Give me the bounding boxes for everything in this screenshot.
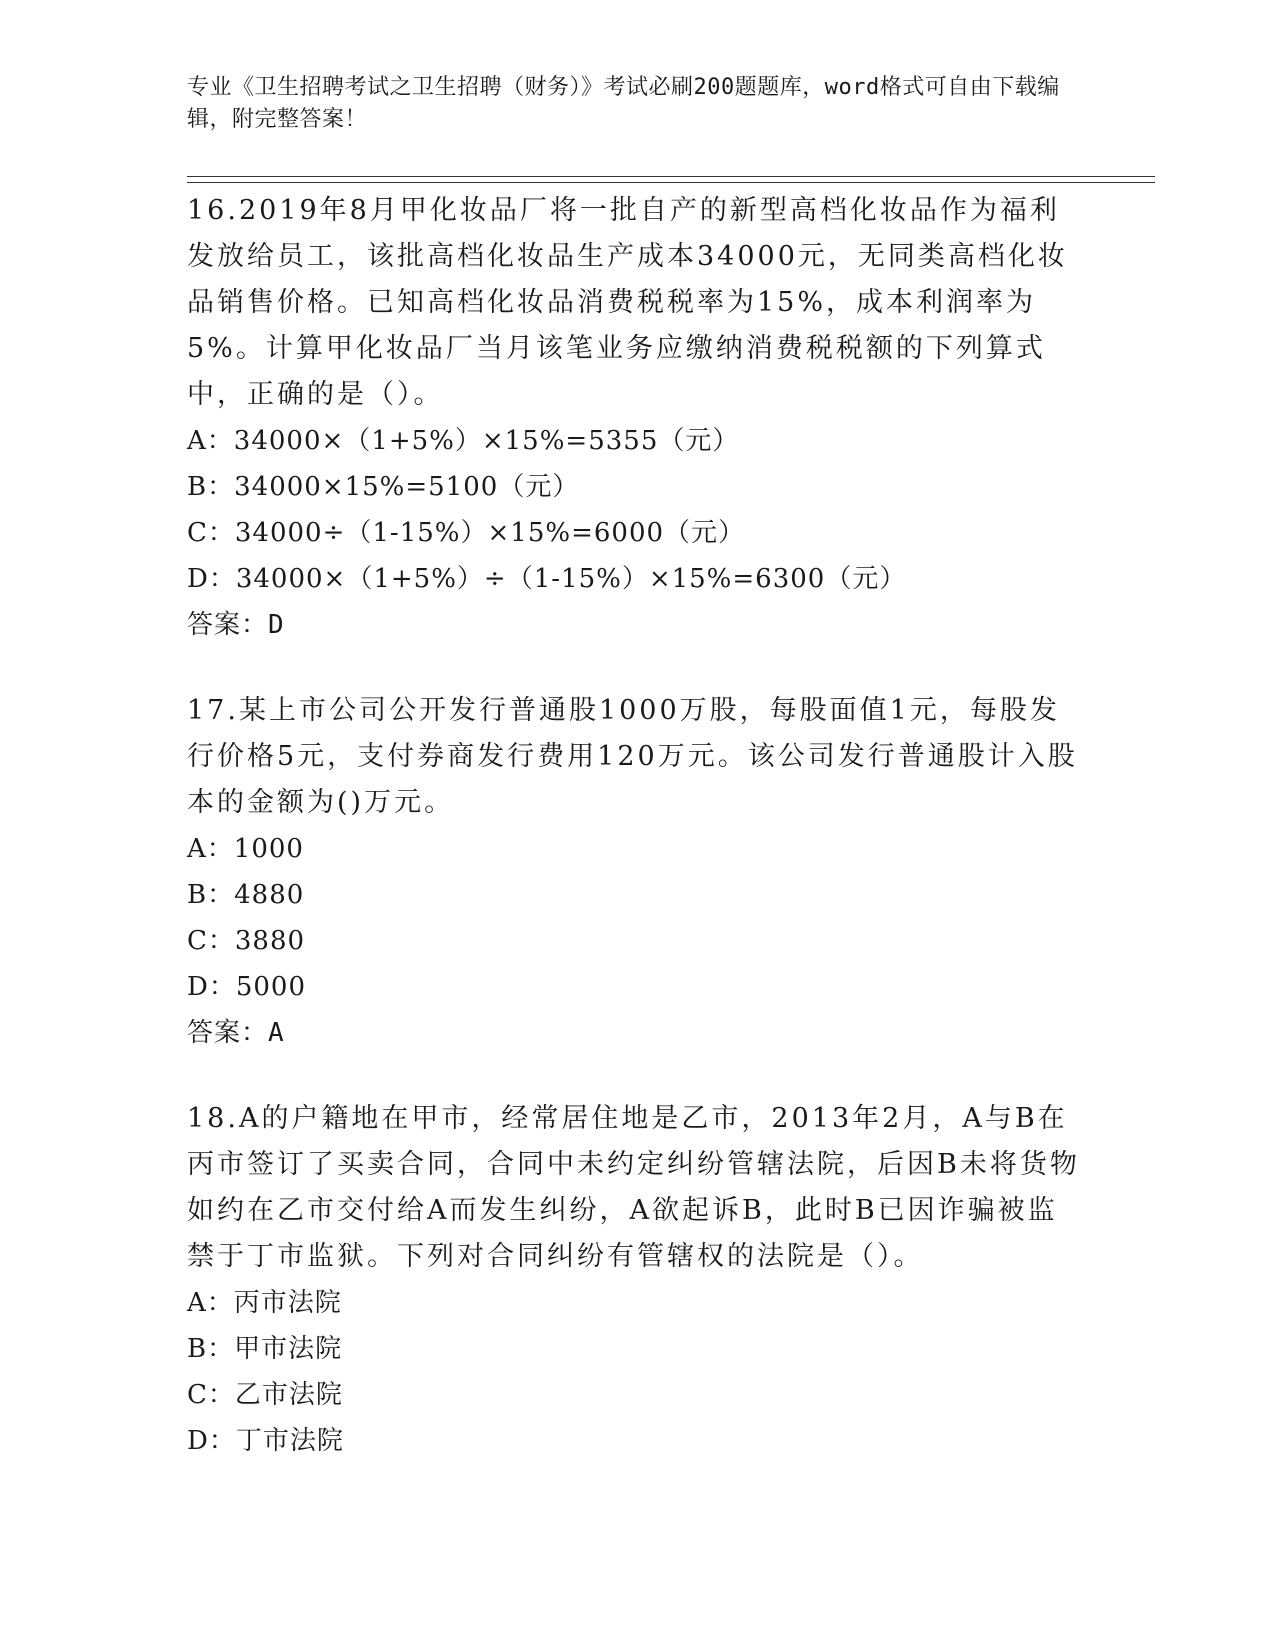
option-c: C：乙市法院 [187, 1380, 343, 1410]
option-b: B：甲市法院 [187, 1334, 343, 1364]
document-header: 专业《卫生招聘考试之卫生招聘（财务）》考试必刷200题题库，word格式可自由下载编辑，附完整答案！ [187, 75, 1060, 132]
header-divider-bottom [187, 182, 1155, 183]
option-c: C：34000÷（1-15%）×15%=6000（元） [187, 518, 746, 548]
option-a: A：1000 [187, 834, 304, 864]
question-stem: 16.2019年8月甲化妆品厂将一批自产的新型高档化妆品作为福利发放给员工，该批高档化妆品生产成本34000元，无同类高档化妆品销售价格。已知高档化妆品消费税税率为15%，成本利润率为5%。计算甲化妆品厂当月该笔业务应缴纳消费税税额的下列算式中，正确的是（）。 [187, 195, 1068, 410]
question-16 [187, 188, 1087, 648]
answer-line [187, 602, 1087, 648]
option-a: A：34000×（1+5%）×15%=5355（元） [187, 426, 740, 456]
answer-label: 答案： [187, 1018, 269, 1048]
header-divider-top [187, 176, 1155, 177]
question-17 [187, 688, 1087, 1056]
option-b: B：4880 [187, 880, 305, 910]
option-d: D：34000×（1+5%）÷（1-15%）×15%=6300（元） [187, 564, 907, 594]
option-d: D：丁市法院 [187, 1426, 344, 1456]
answer-value: A [268, 1018, 285, 1048]
answer-line [187, 1010, 1087, 1056]
question-stem: 18.A的户籍地在甲市，经常居住地是乙市，2013年2月，A与B在丙市签订了买卖合同，合同中未约定纠纷管辖法院，后因B未将货物如约在乙市交付给A而发生纠纷，A欲起诉B，此时B已因诈骗被监禁于丁市监狱。下列对合同纠纷有管辖权的法院是（）。 [187, 1103, 1080, 1272]
answer-label: 答案： [187, 610, 269, 640]
option-a: A：丙市法院 [187, 1288, 342, 1318]
option-c: C：3880 [187, 926, 306, 956]
option-d: D：5000 [187, 972, 307, 1002]
option-b: B：34000×15%=5100（元） [187, 472, 580, 502]
question-18 [187, 1096, 1087, 1464]
answer-value: D [268, 610, 285, 640]
question-list [187, 188, 1087, 1504]
question-stem: 17.某上市公司公开发行普通股1000万股，每股面值1元，每股发行价格5元，支付券商发行费用120万元。该公司发行普通股计入股本的金额为()万元。 [187, 695, 1078, 818]
